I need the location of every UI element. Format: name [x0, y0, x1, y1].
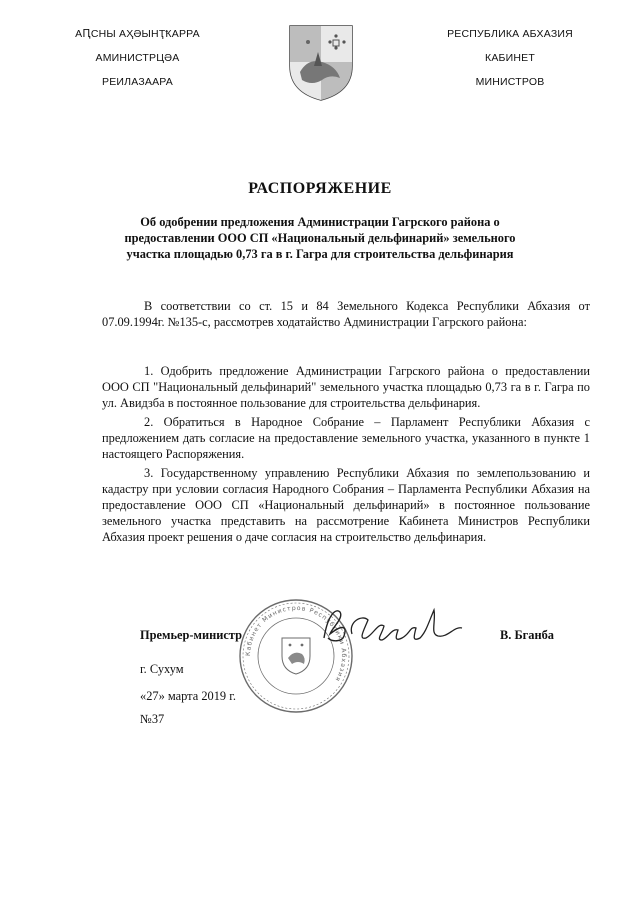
header-left-line-3: РЕИЛАЗААРА: [102, 76, 173, 88]
handwritten-signature: [318, 604, 468, 648]
header-left-line-1: АԤСНЫ АҲӘЫНҬҞАРРА: [75, 28, 200, 40]
subject-line-2: предоставлении ООО СП «Национальный дельфинарий» земельного: [124, 231, 516, 245]
header-left-line-2: АМИНИСТРЦӘА: [95, 52, 180, 64]
signer-name: В. Бганба: [500, 628, 555, 642]
signer-role: Премьер-министр: [140, 628, 243, 642]
issue-date: «27» марта 2019 г.: [140, 689, 236, 703]
document-subject: [110, 214, 530, 262]
subject-line-3: участка площадью 0,73 га в г. Гагра для строительства дельфинария: [126, 247, 514, 261]
document-number: №37: [140, 712, 165, 726]
subject-line-1: Об одобрении предложения Администрации Гагрского района о: [140, 215, 500, 229]
header-right-block: [430, 22, 590, 94]
intro-paragraph: В соответствии со ст. 15 и 84 Земельного Кодекса Республики Абхазия от 07.09.1994г. №135-с, рассмотрев ходатайство Администрации Гагрского района:: [102, 299, 590, 330]
order-item-3: 3. Государственному управлению Республики Абхазия по землепользованию и кадастру при условии согласия Народного Собрания – Парламента Республики Абхазия на предоставление ООО СП «Национальный дельфинарий» в постоянное пользование земельного участка представить на рассмотрение Кабинета Министров Республики Абхазия проект решения о даче согласия на строительство дельфинария.: [102, 466, 590, 544]
order-items: [102, 363, 590, 548]
order-item-2: 2. Обратиться в Народное Собрание – Парламент Республики Абхазия с предложением дать согласие на предоставление земельного участка, указанного в пункте 1 настоящего Распоряжения.: [102, 415, 590, 461]
header-left-block: [55, 22, 220, 94]
header-right-line-2: КАБИНЕТ: [485, 52, 535, 64]
header-right-line-3: МИНИСТРОВ: [475, 76, 545, 88]
order-item-1: 1. Одобрить предложение Администрации Гагрского района о предоставлении ООО СП "Национальный дельфинарий" земельного участка площадью 0,73 га в г. Гагра по ул. Авидзба в постоянное пользование для строительства дельфинария.: [102, 364, 590, 410]
issue-city: г. Сухум: [140, 662, 184, 676]
seal-ring-text: Кабинет Министров Республики Абхазия: [244, 604, 348, 683]
header-right-line-1: РЕСПУБЛИКА АБХАЗИЯ: [447, 28, 573, 40]
document-title: РАСПОРЯЖЕНИЕ: [248, 180, 392, 197]
coat-of-arms-icon: [286, 22, 356, 102]
